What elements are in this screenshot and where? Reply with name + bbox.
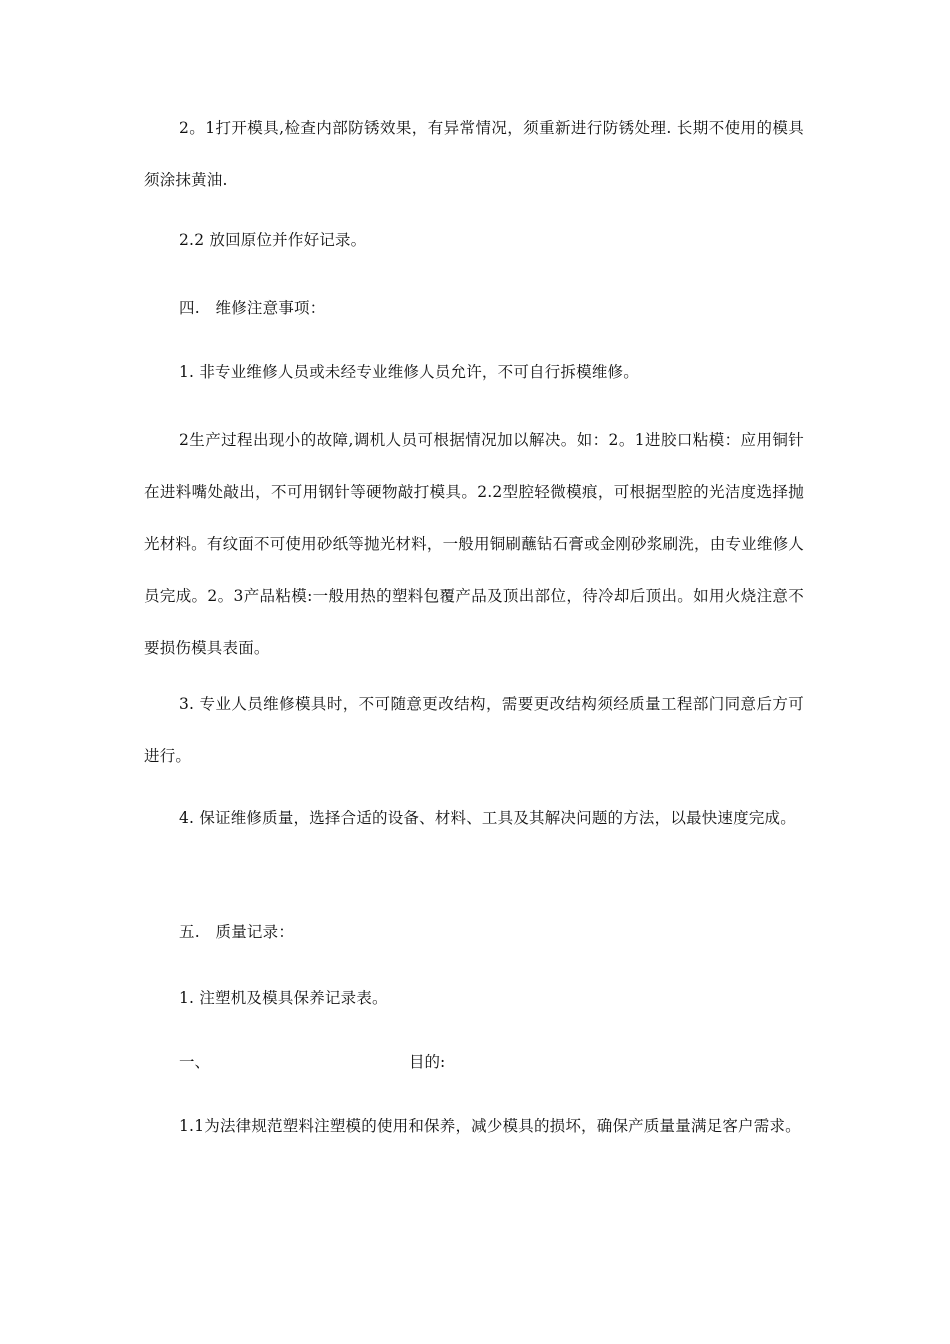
paragraph-purpose-1: 1.1为法律规范塑料注塑模的使用和保养，减少模具的损坏，确保产质量量满足客户需求。	[179, 1117, 801, 1135]
paragraph-rust-check: 2。1打开模具,检查内部防锈效果，有异常情况，须重新进行防锈处理. 长期不使用的模具须涂抹黄油.	[144, 119, 804, 189]
paragraph-note-1: 1. 非专业维修人员或未经专业维修人员允许，不可自行拆模维修。	[179, 363, 639, 381]
paragraph-note-3: 3. 专业人员维修模具时，不可随意更改结构，需要更改结构须经质量工程部门同意后方可进行。	[144, 695, 804, 765]
section-heading-maintenance-notes: 四. 维修注意事项：	[179, 299, 326, 317]
heading-number: 一、	[179, 1053, 211, 1071]
heading-text: 目的:	[409, 1053, 446, 1071]
paragraph-note-2: 2生产过程出现小的故障,调机人员可根据情况加以解决。如：2。1进胶口粘模：应用铜针在进料嘴处敲出，不可用钢针等硬物敲打模具。2.2型腔轻微模痕，可根据型腔的光洁度选择抛光材料。有纹面不可使用砂纸等抛光材料，一般用铜刷蘸钻石膏或金刚砂浆刷洗，由专业维修人员完成。2。3产品粘模:一般用热的塑料包覆产品及顶出部位，待冷却后顶出。如用火烧注意不要损伤模具表面。	[144, 431, 804, 657]
paragraph-note-4: 4. 保证维修质量，选择合适的设备、材料、工具及其解决问题的方法，以最快速度完成。	[179, 809, 796, 827]
section-heading-purpose	[179, 1036, 446, 1088]
paragraph-record-item-1: 1. 注塑机及模具保养记录表。	[179, 989, 388, 1007]
paragraph-record: 2.2 放回原位并作好记录。	[179, 231, 367, 249]
section-heading-quality-records: 五. 质量记录：	[179, 923, 295, 941]
